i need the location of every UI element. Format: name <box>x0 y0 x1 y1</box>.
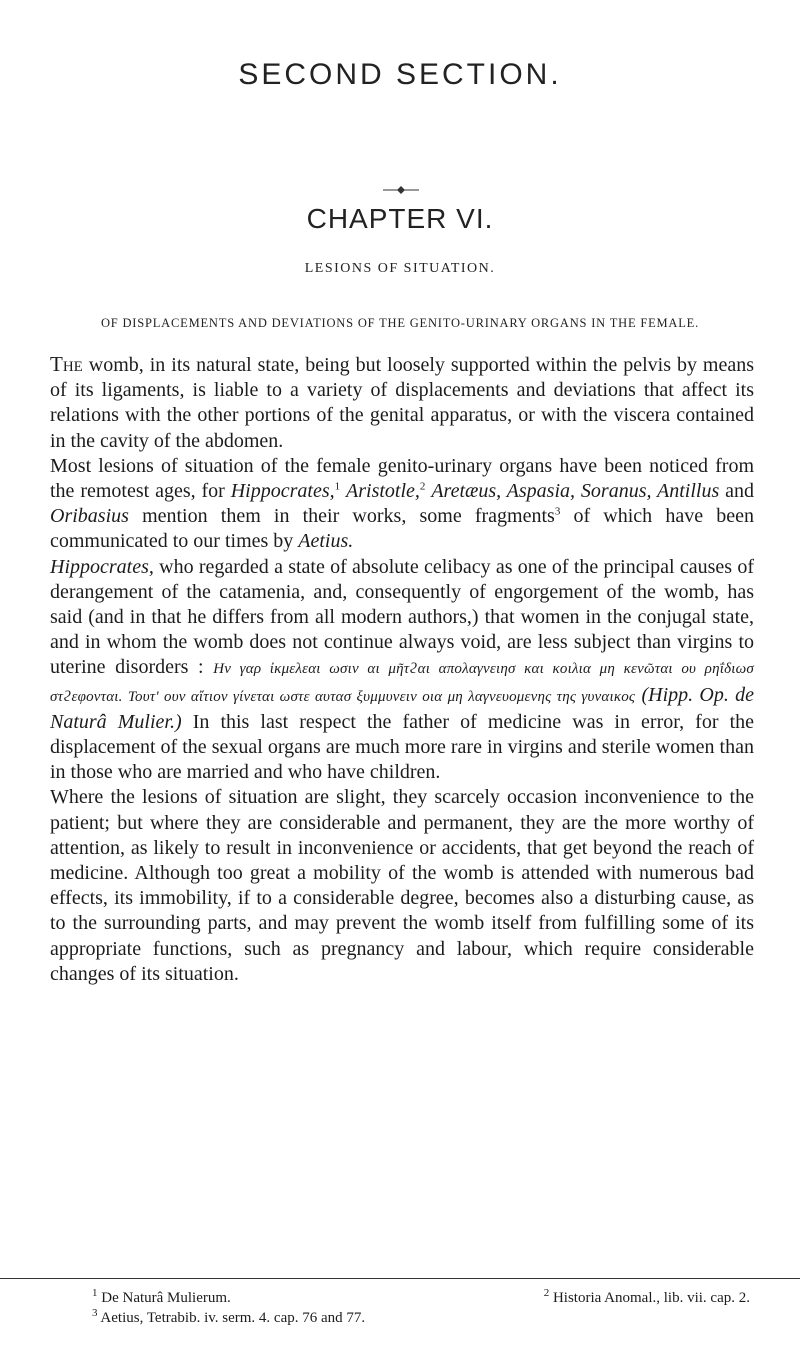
paragraph-3 <box>50 555 754 786</box>
footnote-divider <box>0 1278 800 1279</box>
author-name: Aetius. <box>298 530 354 553</box>
chapter-title: CHAPTER VI. <box>306 203 494 234</box>
paragraph-text: who regarded a state of absolute celibacy as one of the principal causes of derangement of the catamenia, and, consequently of engorgement of the womb, has said (and in that he differs from all modern authors,) that women in the conjugal state, and in whom the womb does not continue always void, are less subject than virgins to uterine disorders : <box>50 555 754 679</box>
footnote-mark: 3 <box>92 1307 98 1319</box>
lead-word: The <box>50 352 83 376</box>
footnote-text: Aetius, Tetrabib. iv. serm. 4. cap. 76 and 77. <box>97 1310 366 1326</box>
author-names: Aretæus, Aspasia, Soranus, Antillus <box>431 480 720 503</box>
author-name: Hippocrates, <box>230 480 335 503</box>
paragraph-2 <box>50 454 754 555</box>
author-name: Hippocrates, <box>50 555 154 578</box>
paragraph-text: In this last respect the father of medicine was in error, for the displacement of the sexual organs are much more rare in virgins and sterile women than in those who are married and who have children. <box>50 710 754 784</box>
greek-quotation: Hν γαρ ἰκμελεαι ωσιν αι μῆτϩαι απολαγνειησ και κοιλια μη κενῶται ου ρηΐδιωσ στϩεφονται. Τουτ' ουν αἴτιον γίνεται ωστε αυτασ ξυμμυνειν οια μη λαγνευομενης της γυναικος <box>50 661 755 705</box>
footnote-2 <box>544 1288 750 1308</box>
author-name: Oribasius <box>50 505 129 528</box>
footnote-text: De Naturâ Mulierum. <box>97 1290 231 1306</box>
paragraph-1 <box>50 352 754 454</box>
author-name: Aristotle, <box>346 480 420 503</box>
footnote-row <box>92 1288 750 1308</box>
footnote-3 <box>92 1308 792 1328</box>
paragraph-text: womb, in its natural state, being but loosely supported within the pelvis by means of its ligaments, is liable to a variety of displacements and deviations that affect its relations with the other portions of the genital apparatus, or with the viscera contained in the cavity of the abdomen. <box>50 354 754 452</box>
footnote-ref: 1 <box>334 480 341 493</box>
chapter-description: OF DISPLACEMENTS AND DEVIATIONS OF THE GENITO-URINARY ORGANS IN THE FEMALE. <box>100 316 700 330</box>
footnote-text: Historia Anomal., lib. vii. cap. 2. <box>549 1290 750 1306</box>
footnotes <box>92 1288 792 1328</box>
paragraph-text: of which have been communicated to our times by <box>50 505 754 553</box>
section-ornament-icon <box>383 185 419 195</box>
body-text <box>50 352 754 987</box>
section-title: SECOND SECTION. <box>238 58 562 91</box>
paragraph-4 <box>50 785 754 987</box>
footnote-1 <box>92 1288 231 1308</box>
footnote-ref: 3 <box>554 505 561 518</box>
paragraph-text: Most lesions of situation of the female genito-urinary organs have been noticed from the remotest ages, for <box>50 454 754 503</box>
footnote-mark: 2 <box>543 1287 550 1299</box>
paragraph-text: Where the lesions of situation are slight, they scarcely occasion inconvenience to the patient; but where they are considerable and permanent, they are the more worthy of attention, as likely to result in inconvenience or accidents, that get beyond the reach of medicine. Although too great a mobility of the womb is attended with numerous bad effects, its immobility, if to a considerable degree, becomes also a disturbing cause, as to the surrounding parts, and may prevent the womb itself from fulfilling some of its appropriate functions, such as pregnancy and labour, which require considerable changes of its situation. <box>50 786 754 985</box>
paragraph-text: mention them in their works, some fragments <box>128 505 555 528</box>
chapter-subtitle: LESIONS OF SITUATION. <box>304 261 496 276</box>
footnote-mark: 1 <box>92 1287 98 1299</box>
footnote-ref: 2 <box>419 480 426 493</box>
citation: (Hipp. Op. de Naturâ Mulier.) <box>50 683 754 733</box>
conjunction: and <box>719 480 755 503</box>
